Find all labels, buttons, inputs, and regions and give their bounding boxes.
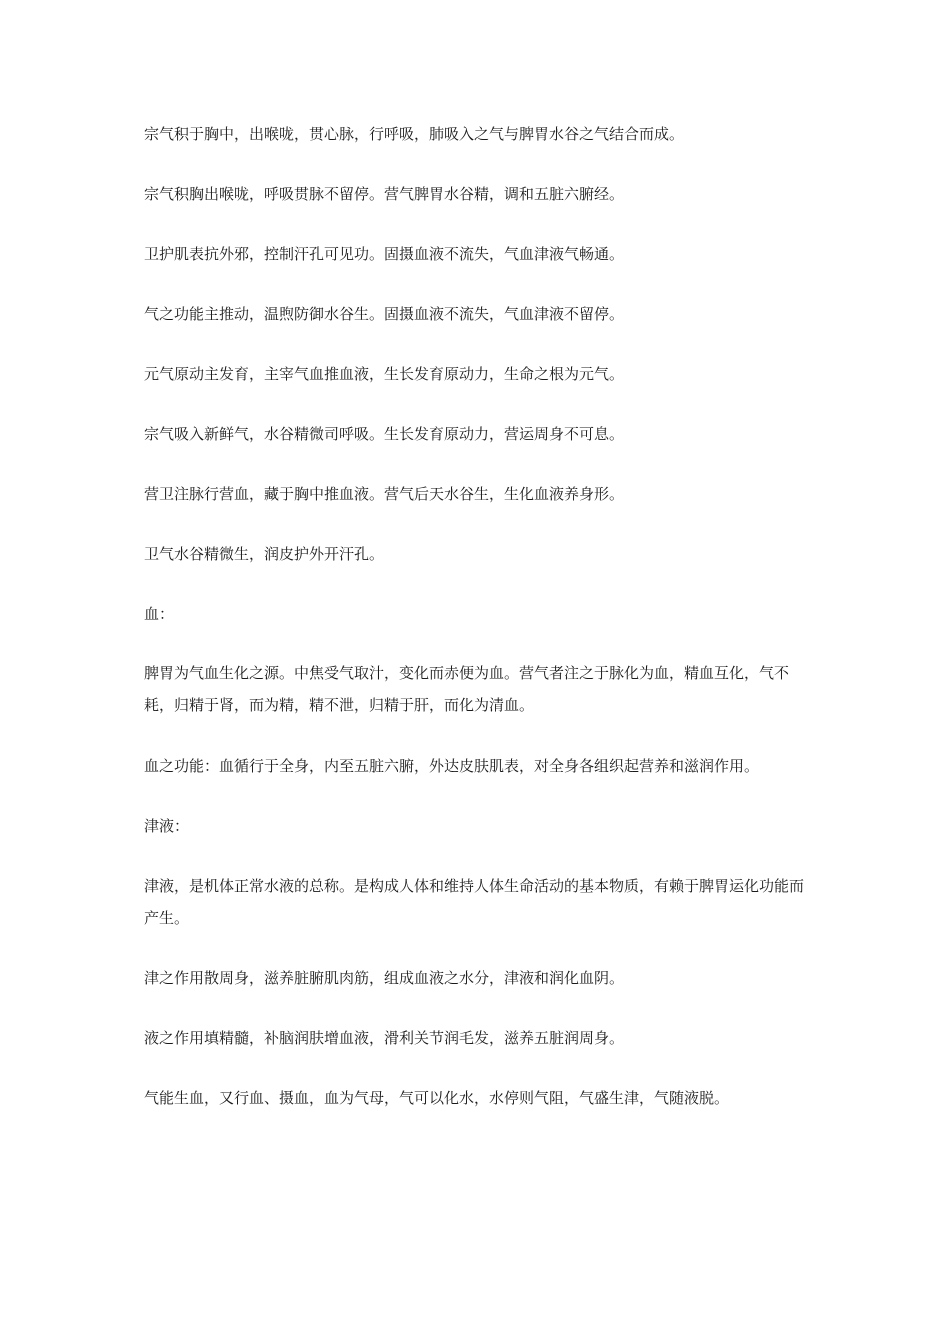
paragraph-qi-blood-fluid-relation: 气能生血，又行血、摄血，血为气母，气可以化水，水停则气阻，气盛生津，气随液脱。 [144, 1089, 730, 1107]
paragraph-weiqi-verse: 卫护肌表抗外邪，控制汗孔可见功。固摄血液不流失，气血津液气畅通。 [144, 245, 625, 263]
heading-blood: 血： [144, 605, 175, 623]
paragraph-qi-function-verse: 气之功能主推动，温煦防御水谷生。固摄血液不流失，气血津液不留停。 [144, 305, 625, 323]
paragraph-body-fluids-definition: 津液，是机体正常水液的总称。是构成人体和维持人体生命活动的基本物质，有赖于脾胃运化功能而产生。 [144, 877, 805, 927]
paragraph-yuanqi-verse: 元气原动主发育，主宰气血推血液，生长发育原动力，生命之根为元气。 [144, 365, 625, 383]
paragraph-weiqi-origin: 卫气水谷精微生，润皮护外开汗孔。 [144, 545, 385, 563]
paragraph-blood-source: 脾胃为气血生化之源。中焦受气取汁，变化而赤便为血。营气者注之于脉化为血，精血互化，气不耗，归精于肾，而为精，精不泄，归精于肝，而化为清血。 [144, 664, 790, 714]
paragraph-zongqi-definition: 宗气积于胸中，出喉咙，贯心脉，行呼吸，肺吸入之气与脾胃水谷之气结合而成。 [144, 125, 685, 143]
paragraph-blood-function: 血之功能：血循行于全身，内至五脏六腑，外达皮肤肌表，对全身各组织起营养和滋润作用。 [144, 757, 760, 775]
paragraph-jin-function: 津之作用散周身，滋养脏腑肌肉筋，组成血液之水分，津液和润化血阴。 [144, 969, 625, 987]
paragraph-yingwei-verse: 营卫注脉行营血，藏于胸中推血液。营气后天水谷生，生化血液养身形。 [144, 485, 625, 503]
heading-body-fluids: 津液： [144, 817, 190, 835]
paragraph-ye-function: 液之作用填精髓，补脑润肤增血液，滑利关节润毛发，滋养五脏润周身。 [144, 1029, 625, 1047]
paragraph-zongqi-breath-verse: 宗气吸入新鲜气，水谷精微司呼吸。生长发育原动力，营运周身不可息。 [144, 425, 625, 443]
paragraph-zongqi-verse: 宗气积胸出喉咙，呼吸贯脉不留停。营气脾胃水谷精，调和五脏六腑经。 [144, 185, 625, 203]
